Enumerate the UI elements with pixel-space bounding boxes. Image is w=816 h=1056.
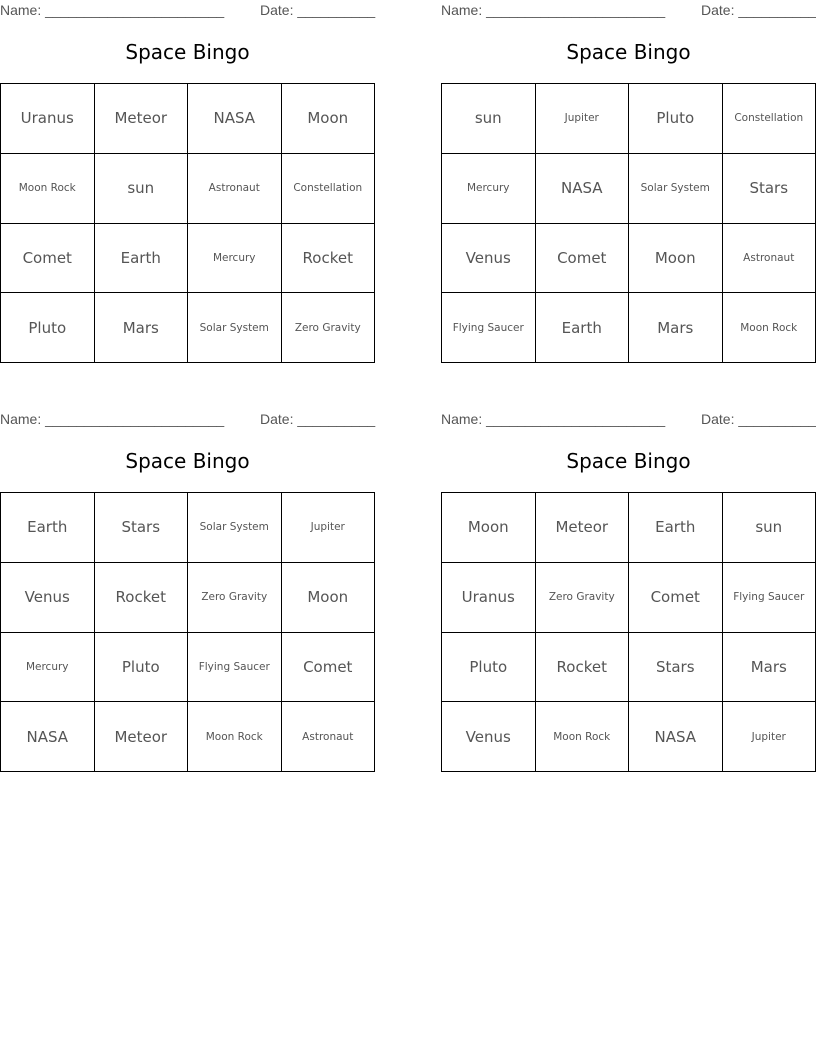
- bingo-cell: Jupiter: [282, 493, 376, 563]
- bingo-cell: Flying Saucer: [442, 293, 536, 363]
- bingo-grid: [0, 492, 375, 772]
- bingo-cell: Constellation: [723, 84, 816, 154]
- bingo-cell: Moon Rock: [1, 154, 95, 224]
- bingo-cell: Moon: [629, 224, 723, 294]
- name-field-line: Name: _______________________: [0, 2, 225, 18]
- bingo-card-1: [0, 0, 375, 373]
- bingo-cell: Moon Rock: [536, 702, 630, 772]
- bingo-cell: Solar System: [629, 154, 723, 224]
- bingo-cell: NASA: [629, 702, 723, 772]
- date-field-line: Date: __________: [701, 2, 816, 18]
- bingo-cell: Venus: [442, 224, 536, 294]
- bingo-cell: Meteor: [95, 702, 189, 772]
- bingo-cell: Comet: [536, 224, 630, 294]
- bingo-cell: Earth: [536, 293, 630, 363]
- bingo-cell: Jupiter: [723, 702, 816, 772]
- bingo-cell: Zero Gravity: [282, 293, 376, 363]
- bingo-cell: Earth: [95, 224, 189, 294]
- bingo-cell: Mercury: [1, 633, 95, 703]
- bingo-card-3: [0, 409, 375, 782]
- bingo-cell: Meteor: [95, 84, 189, 154]
- card-title: Space Bingo: [566, 449, 691, 473]
- card-title: Space Bingo: [125, 40, 250, 64]
- card-title: Space Bingo: [566, 40, 691, 64]
- bingo-cell: Moon: [282, 84, 376, 154]
- name-field-line: Name: _______________________: [441, 411, 666, 427]
- bingo-cell: Jupiter: [536, 84, 630, 154]
- bingo-cell: Flying Saucer: [188, 633, 282, 703]
- bingo-cell: Pluto: [629, 84, 723, 154]
- date-field-line: Date: __________: [701, 411, 816, 427]
- bingo-cell: Stars: [723, 154, 816, 224]
- bingo-cell: Venus: [442, 702, 536, 772]
- bingo-cell: Rocket: [282, 224, 376, 294]
- bingo-cell: Moon: [282, 563, 376, 633]
- bingo-cell: Venus: [1, 563, 95, 633]
- name-field-line: Name: _______________________: [0, 411, 225, 427]
- bingo-cell: Constellation: [282, 154, 376, 224]
- bingo-cell: Uranus: [1, 84, 95, 154]
- bingo-cell: sun: [95, 154, 189, 224]
- bingo-cell: Astronaut: [723, 224, 816, 294]
- bingo-cell: Pluto: [442, 633, 536, 703]
- bingo-cell: Solar System: [188, 293, 282, 363]
- bingo-cell: Mercury: [188, 224, 282, 294]
- bingo-cell: Meteor: [536, 493, 630, 563]
- bingo-cell: Uranus: [442, 563, 536, 633]
- date-field-line: Date: __________: [260, 411, 376, 427]
- bingo-cell: Mars: [95, 293, 189, 363]
- bingo-cell: Comet: [282, 633, 376, 703]
- name-field-line: Name: _______________________: [441, 2, 666, 18]
- bingo-cell: Earth: [629, 493, 723, 563]
- bingo-cell: Flying Saucer: [723, 563, 816, 633]
- bingo-cell: sun: [442, 84, 536, 154]
- bingo-cell: Astronaut: [188, 154, 282, 224]
- bingo-cell: Rocket: [95, 563, 189, 633]
- bingo-cell: NASA: [1, 702, 95, 772]
- bingo-cell: Stars: [95, 493, 189, 563]
- bingo-cell: Earth: [1, 493, 95, 563]
- bingo-grid: [441, 492, 816, 772]
- date-field-line: Date: __________: [260, 2, 376, 18]
- bingo-cell: Moon Rock: [188, 702, 282, 772]
- bingo-cell: Zero Gravity: [536, 563, 630, 633]
- bingo-cell: Comet: [629, 563, 723, 633]
- bingo-cell: Moon: [442, 493, 536, 563]
- bingo-cell: Pluto: [1, 293, 95, 363]
- bingo-cell: Mars: [629, 293, 723, 363]
- bingo-cell: Astronaut: [282, 702, 376, 772]
- bingo-card-4: [441, 409, 816, 782]
- bingo-cell: Mercury: [442, 154, 536, 224]
- bingo-cell: sun: [723, 493, 816, 563]
- bingo-cell: Moon Rock: [723, 293, 816, 363]
- card-title: Space Bingo: [125, 449, 250, 473]
- bingo-cell: Pluto: [95, 633, 189, 703]
- bingo-grid: [441, 83, 816, 363]
- bingo-card-2: [441, 0, 816, 373]
- bingo-cell: Comet: [1, 224, 95, 294]
- bingo-cell: NASA: [188, 84, 282, 154]
- bingo-cell: NASA: [536, 154, 630, 224]
- bingo-cell: Solar System: [188, 493, 282, 563]
- bingo-cell: Mars: [723, 633, 816, 703]
- bingo-cell: Zero Gravity: [188, 563, 282, 633]
- bingo-grid: [0, 83, 375, 363]
- bingo-cell: Stars: [629, 633, 723, 703]
- bingo-cell: Rocket: [536, 633, 630, 703]
